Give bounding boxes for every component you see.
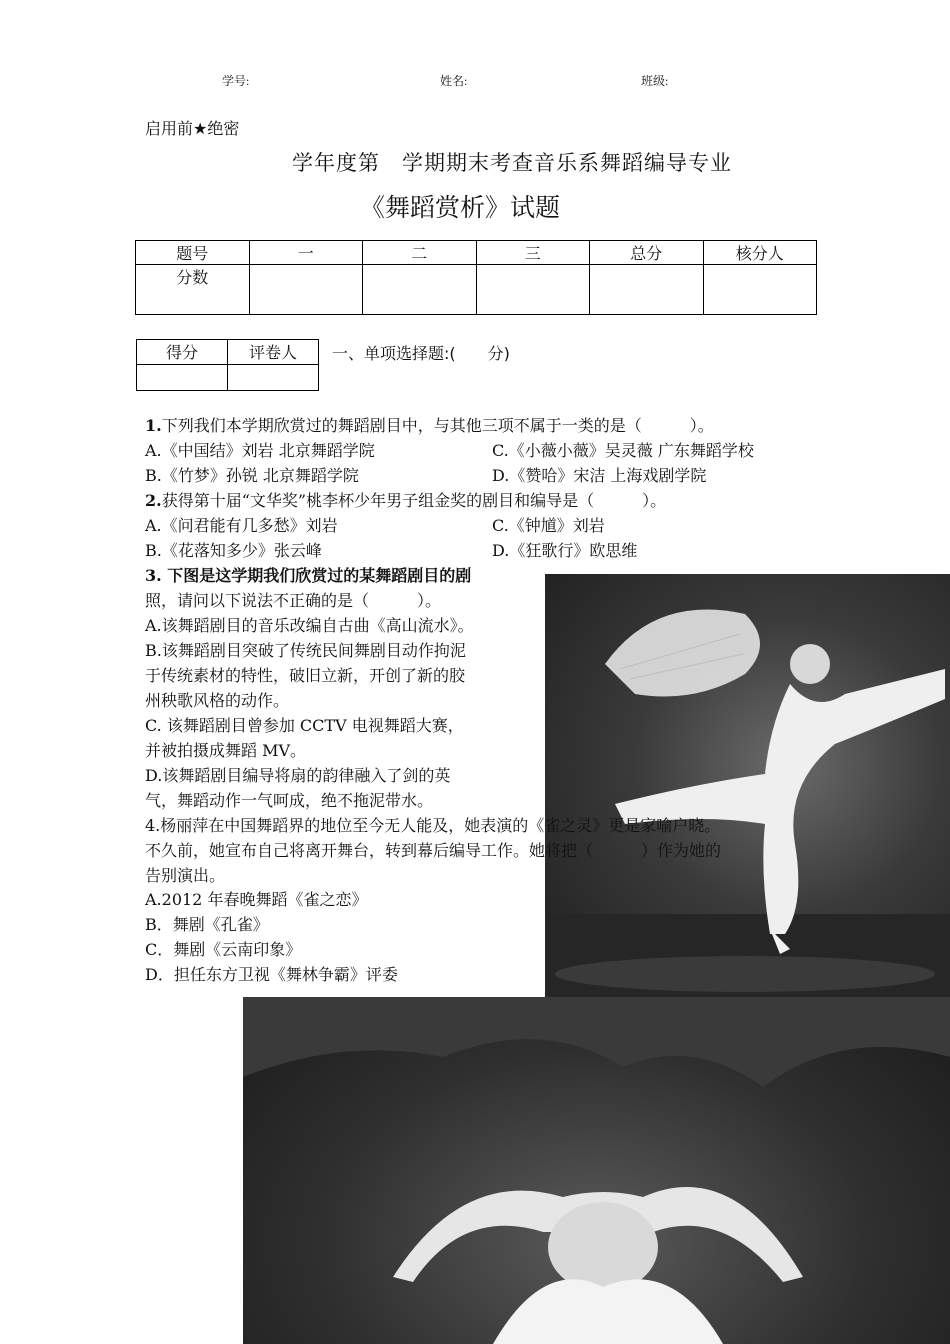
dance-photo-peacock — [243, 997, 950, 1344]
q4-option-a[interactable]: A.2012 年春晚舞蹈《雀之恋》 — [145, 890, 368, 909]
question-2-text: 获得第十届“文华奖”桃李杯少年男子组金奖的剧目和编导是（ ）。 — [161, 491, 667, 510]
exam-title-line2: 《舞蹈赏析》试题 — [360, 193, 561, 222]
question-2-stem — [145, 488, 666, 513]
question-4-stem-line3: 告别演出。 — [145, 866, 226, 885]
q1-option-b[interactable]: B.《竹梦》孙锐 北京舞蹈学院 — [145, 466, 359, 485]
score-cell[interactable] — [363, 265, 477, 315]
q4-option-d[interactable]: D．担任东方卫视《舞林争霸》评委 — [145, 965, 398, 984]
score-header-3: 三 — [476, 241, 590, 265]
q3-option-b-line1[interactable]: B.该舞蹈剧目突破了传统民间舞剧目动作拘泥 — [145, 641, 466, 660]
grader-score-label: 得分 — [137, 340, 228, 365]
score-cell[interactable] — [249, 265, 363, 315]
score-table — [135, 240, 817, 315]
score-header-checker: 核分人 — [703, 241, 817, 265]
score-row-label: 分数 — [136, 265, 250, 315]
q1-option-a[interactable]: A.《中国结》刘岩 北京舞蹈学院 — [145, 441, 375, 460]
section1-title: 一、单项选择题:( 分) — [332, 344, 510, 363]
q2-option-b[interactable]: B.《花落知多少》张云峰 — [145, 541, 322, 560]
q3-option-c-line2[interactable]: 并被拍摄成舞蹈 MV。 — [145, 741, 307, 760]
question-3-stem-line2: 照，请问以下说法不正确的是（ ）。 — [145, 591, 442, 610]
score-header-total: 总分 — [590, 241, 704, 265]
q4-option-c[interactable]: C．舞剧《云南印象》 — [145, 940, 302, 959]
name-label: 姓名: — [440, 74, 468, 88]
q3-option-d-line2[interactable]: 气，舞蹈动作一气呵成，绝不拖泥带水。 — [145, 791, 434, 810]
grader-label: 评卷人 — [228, 340, 319, 365]
question-1-number: 1. — [145, 416, 162, 435]
score-cell[interactable] — [476, 265, 590, 315]
q2-option-d[interactable]: D.《狂歌行》欧思维 — [492, 541, 638, 560]
q3-option-b-line2[interactable]: 于传统素材的特性，破旧立新，开创了新的胶 — [145, 666, 466, 685]
grader-table — [136, 339, 319, 391]
q3-option-c-line1[interactable]: C. 该舞蹈剧目曾参加 CCTV 电视舞蹈大赛， — [145, 716, 464, 735]
score-cell[interactable] — [703, 265, 817, 315]
question-1-stem — [145, 413, 714, 438]
score-header-qnum: 题号 — [136, 241, 250, 265]
grader-score-cell[interactable] — [137, 365, 228, 391]
q3-option-b-line3[interactable]: 州秧歌风格的动作。 — [145, 691, 290, 710]
grader-name-cell[interactable] — [228, 365, 319, 391]
q2-option-a[interactable]: A.《问君能有几多愁》刘岩 — [145, 516, 338, 535]
question-4-stem-line2: 不久前，她宣布自己将离开舞台，转到幕后编导工作。她将把（ ）作为她的 — [145, 841, 722, 860]
class-label: 班级: — [641, 74, 669, 88]
q2-option-c[interactable]: C.《钟馗》刘岩 — [492, 516, 605, 535]
student-id-label: 学号: — [222, 74, 250, 88]
question-1-text: 下列我们本学期欣赏过的舞蹈剧目中，与其他三项不属于一类的是（ ）。 — [161, 416, 714, 435]
q3-option-a[interactable]: A.该舞蹈剧目的音乐改编自古曲《高山流水》。 — [145, 616, 474, 635]
score-header-1: 一 — [249, 241, 363, 265]
q1-option-d[interactable]: D.《赞哈》宋洁 上海戏剧学院 — [492, 466, 707, 485]
q1-option-c[interactable]: C.《小薇小薇》吴灵薇 广东舞蹈学校 — [492, 441, 754, 460]
score-cell[interactable] — [590, 265, 704, 315]
exam-title-line1: 学年度第 学期期末考查音乐系舞蹈编导专业 — [292, 151, 732, 175]
q3-option-d-line1[interactable]: D.该舞蹈剧目编导将扇的韵律融入了剑的英 — [145, 766, 451, 785]
question-2-number: 2. — [145, 491, 162, 510]
q4-option-b[interactable]: B．舞剧《孔雀》 — [145, 915, 269, 934]
question-3-stem-line1: 3. 下图是这学期我们欣赏过的某舞蹈剧目的剧 — [145, 566, 472, 585]
dance-photo-fan — [545, 574, 950, 997]
secret-mark: 启用前★绝密 — [145, 119, 240, 138]
question-4-stem-line1: 4.杨丽萍在中国舞蹈界的地位至今无人能及，她表演的《雀之灵》更是家喻户晓。 — [145, 816, 721, 835]
score-header-2: 二 — [363, 241, 477, 265]
